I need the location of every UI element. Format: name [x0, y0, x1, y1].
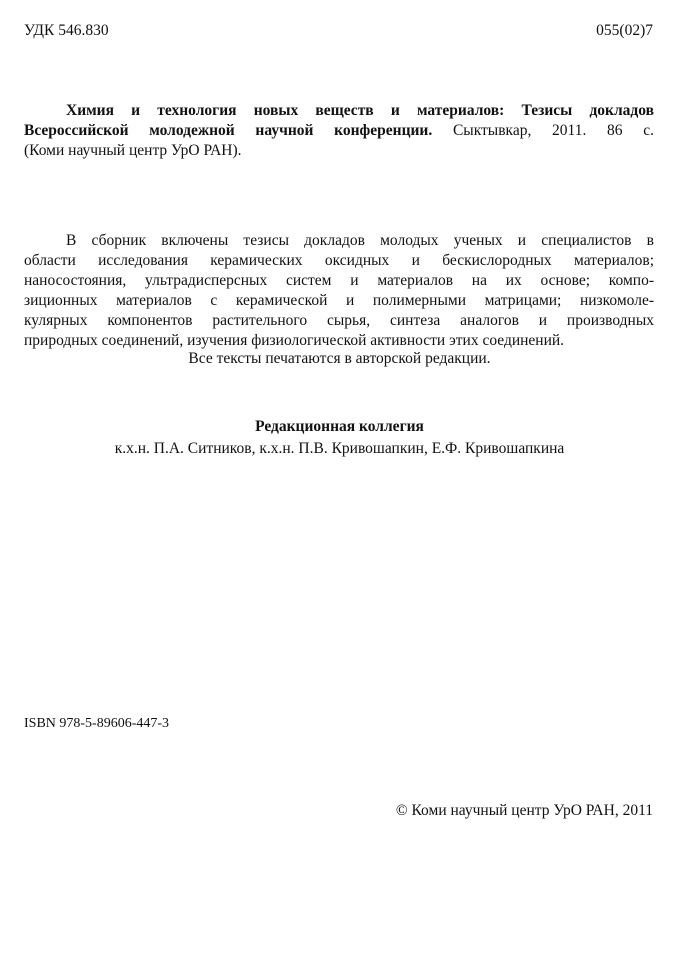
udk-code: УДК 546.830 [24, 22, 109, 39]
abstract-line: области исследования керамических оксидных и бескислородных материалов; [24, 252, 654, 269]
citation-line-2 [24, 121, 654, 141]
citation-line-3: (Коми научный центр УрО РАН). [24, 142, 242, 159]
abstract-line: природных соединений, изучения физиологической активности этих соединений. [24, 332, 565, 349]
abstract-line: зиционных материалов с керамической и полимерными матрицами; низкомоле- [24, 292, 654, 309]
abstract [24, 231, 654, 351]
copyright: © Коми научный центр УрО РАН, 2011 [395, 802, 653, 819]
classification-code: 055(02)7 [596, 22, 653, 39]
abstract-line: кулярных компонентов растительного сырья, синтеза аналогов и производных [24, 312, 654, 329]
citation-line-1 [24, 101, 654, 121]
editorial-board-title: Редакционная коллегия [255, 418, 424, 435]
citation [24, 101, 654, 161]
editorial-note: Все тексты печатаются в авторской редакции. [188, 350, 491, 367]
citation-publication: Сыктывкар, 2011. 86 с. [432, 122, 654, 139]
editorial-board-members: к.х.н. П.А. Ситников, к.х.н. П.В. Кривошапкин, Е.Ф. Кривошапкина [114, 440, 565, 457]
citation-title-part1: Химия и технология новых веществ и материалов: Тезисы докладов [66, 102, 654, 119]
citation-title-part2: Всероссийской молодежной научной конференции. [24, 122, 433, 139]
abstract-line: В сборник включены тезисы докладов молодых ученых и специалистов в [66, 232, 654, 249]
abstract-line: наносостояния, ультрадисперсных систем и материалов на их основе; компо- [24, 272, 654, 289]
isbn: ISBN 978-5-89606-447-3 [24, 716, 170, 731]
